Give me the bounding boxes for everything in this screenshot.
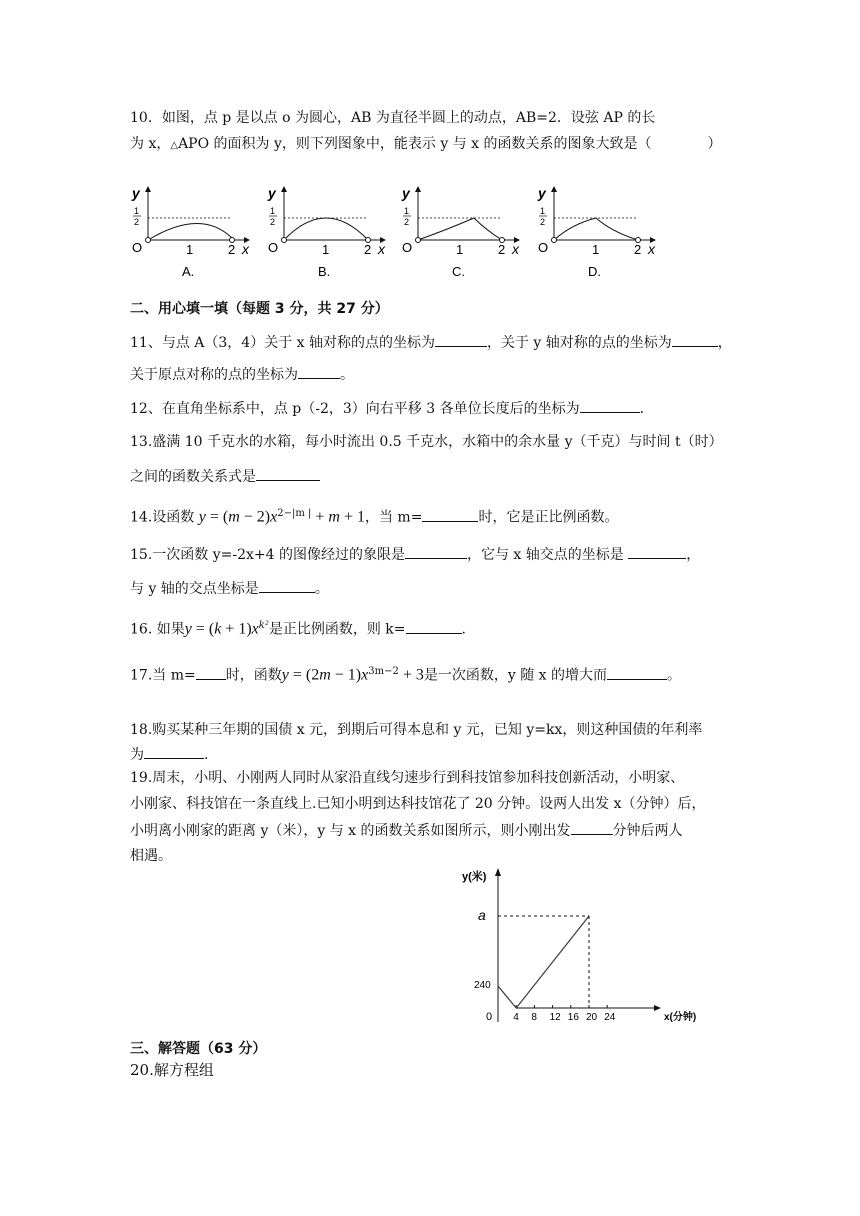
graph-b-y: y <box>268 185 276 201</box>
graph-d-half-num: 1 <box>540 206 546 216</box>
graph-c-origin: O <box>402 240 413 255</box>
q15-line2: 与 y 轴的交点坐标是 。 <box>130 578 329 599</box>
graph-a-half-den: 2 <box>134 217 140 227</box>
origin-label: 0 <box>486 1011 493 1023</box>
q11-line2: 关于原点对称的点的坐标为 。 <box>130 364 354 385</box>
q15-line1: 15.一次函数 y=-2x+4 的图像经过的象限是 ，它与 x 轴交点的坐标是 ， <box>130 544 700 565</box>
graph-b-tick1: 1 <box>322 242 330 257</box>
graph-c-half-den: 2 <box>404 217 410 227</box>
q13-line1: 13.盛满 10 千克水的水箱，每小时流出 0.5 千克水，水箱中的余水量 y（千克）与时间 t（时） <box>130 434 723 450</box>
graph-d-x: x <box>648 241 655 257</box>
graph-a-tick1: 1 <box>186 242 194 257</box>
graph-option-d <box>537 185 656 279</box>
graph-d-tick2: 2 <box>634 242 642 257</box>
y240-label: 240 <box>474 980 491 991</box>
x-tick-label: 4 <box>513 1012 519 1023</box>
x-tick-label: 24 <box>604 1012 616 1023</box>
section-2-heading: 二、用心填一填（每题 3 分，共 27 分） <box>130 301 389 317</box>
graph-a-x: x <box>242 241 249 257</box>
a-label: a <box>478 907 486 923</box>
graph-a-origin: O <box>132 240 143 255</box>
y-axis-label: y(米) <box>462 871 487 883</box>
graph-b-origin: O <box>268 240 279 255</box>
q19-line3: 小明离小刚家的距离 y（米），y 与 x 的函数关系如图所示，则小刚出发 分钟后两人 <box>130 820 683 841</box>
q19-distance-chart <box>456 862 732 1030</box>
graph-option-a <box>131 185 250 279</box>
graph-c-y: y <box>402 185 410 201</box>
graph-d-half-den: 2 <box>540 217 546 227</box>
graph-option-c <box>401 185 520 279</box>
x-tick-label: 16 <box>567 1012 579 1023</box>
q10-line1: 10．如图，点 p 是以点 o 为圆心，AB 为直径半圆上的动点，AB=2．设弦 AP 的长 <box>130 110 656 126</box>
graph-d-label: D. <box>588 264 601 279</box>
q12: 12、在直角坐标系中，点 p（-2，3）向右平移 3 各单位长度后的坐标为 . <box>130 398 644 419</box>
graph-c-tick2: 2 <box>498 242 506 257</box>
section-3-heading: 三、解答题（63 分） <box>130 1041 267 1057</box>
x-axis-arrow <box>654 1005 661 1011</box>
graph-option-b <box>267 185 386 279</box>
q11-line1: 11、与点 A（3，4）关于 x 轴对称的点的坐标为 ，关于 y 轴对称的点的坐标为 ， <box>130 332 732 353</box>
x-axis-label: x(分钟) <box>664 1012 697 1023</box>
graph-b-x: x <box>378 241 385 257</box>
x-tick-label: 20 <box>586 1012 598 1023</box>
q16: 16. 如果$y = (k + 1)x^{k^2}$是正比例函数，则 k= . <box>130 620 466 638</box>
graph-a-tick2: 2 <box>228 242 236 257</box>
graph-d-y: y <box>538 185 546 201</box>
q13-line2: 之间的函数关系式是 <box>130 466 320 487</box>
q18-line2: 为 . <box>130 744 208 765</box>
q14: 14.设函数 $y = (m - 2)x^{2-|m |} + m + 1$，当 m= 时，它是正比例函数。 <box>130 508 619 526</box>
q20: 20.解方程组 <box>130 1061 214 1079</box>
x-tick-label: 12 <box>549 1012 561 1023</box>
q10-line2: 为 x，△APO 的面积为 y，则下列图象中，能表示 y 与 x 的函数关系的图象大致是（ ） <box>130 136 722 152</box>
graph-d-origin: O <box>538 240 549 255</box>
graph-d-tick1: 1 <box>592 242 600 257</box>
q19-line2: 小刚家、科技馆在一条直线上.已知小明到达科技馆花了 20 分钟。设两人出发 x（分钟）后， <box>130 796 706 812</box>
q19-line1: 19.周末，小明、小刚两人同时从家沿直线匀速步行到科技馆参加科技创新活动，小明家、 <box>130 770 685 786</box>
distance-line <box>498 916 589 1008</box>
graph-b-half-num: 1 <box>270 206 276 216</box>
graph-c-x: x <box>512 241 519 257</box>
graph-a-half-num: 1 <box>134 206 140 216</box>
graph-c-half-num: 1 <box>404 206 410 216</box>
q17: 17.当 m= 时，函数$y = (2m - 1)x^{3m-2} + 3$是一次函数，y 随 x 的增大而 。 <box>130 666 682 684</box>
q18-line1: 18.购买某种三年期的国债 x 元，到期后可得本息和 y 元，已知 y=kx，则这种国债的年利率 <box>130 722 703 738</box>
x-tick-label: 8 <box>531 1012 537 1023</box>
graph-c-label: C. <box>452 264 465 279</box>
graph-b-half-den: 2 <box>270 217 276 227</box>
graph-c-tick1: 1 <box>456 242 464 257</box>
q10-graph-options <box>126 180 666 282</box>
graph-b-tick2: 2 <box>364 242 372 257</box>
graph-a-y: y <box>132 185 140 201</box>
graph-a-label: A. <box>182 264 195 279</box>
y-axis-arrow <box>495 868 501 876</box>
graph-b-label: B. <box>318 264 331 279</box>
q19-line4: 相遇。 <box>130 848 172 864</box>
